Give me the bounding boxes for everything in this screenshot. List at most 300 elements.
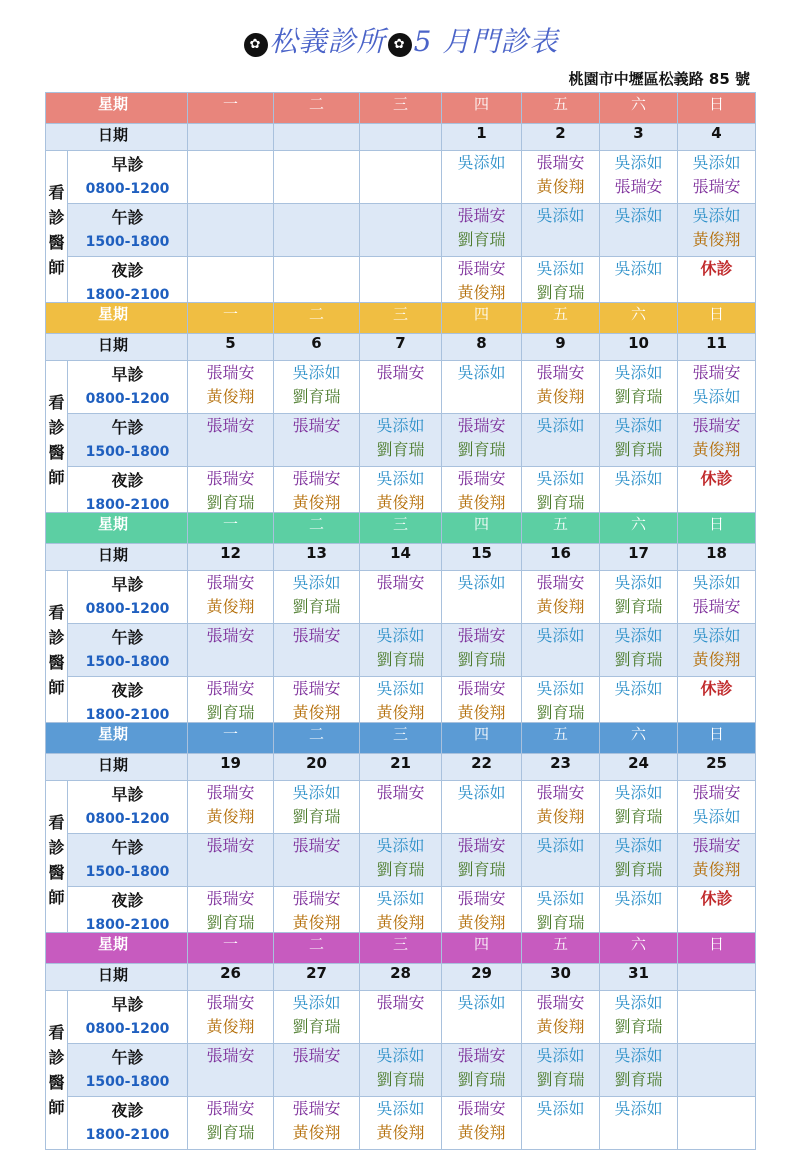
- doctor-cell: [522, 361, 600, 414]
- doctor-name: 吳添如: [614, 153, 663, 172]
- doctor-name: 休診: [700, 889, 733, 908]
- doctor-name: 吳添如: [614, 416, 663, 435]
- doctor-name: 劉育瑞: [536, 703, 585, 722]
- doctor-name: 劉育瑞: [614, 807, 663, 826]
- date-cell: 30: [522, 964, 600, 991]
- date-cell: [274, 124, 360, 151]
- doctor-side-label: 看 診 醫 師: [46, 781, 68, 940]
- week-label: 星期: [46, 933, 188, 964]
- weekday-cell: 日: [678, 723, 756, 754]
- doctor-name: 張瑞安: [457, 1099, 506, 1118]
- weekday-cell: 三: [360, 513, 442, 544]
- doctor-cell: [188, 1044, 274, 1097]
- doctor-cell: [442, 781, 522, 834]
- doctor-name: 劉育瑞: [376, 860, 425, 879]
- doctor-name: 張瑞安: [457, 469, 506, 488]
- date-cell: 16: [522, 544, 600, 571]
- doctor-cell: [360, 991, 442, 1044]
- doctor-name: 吳添如: [614, 993, 663, 1012]
- doctor-name: 黃俊翔: [536, 387, 585, 406]
- doctor-name: 吳添如: [614, 836, 663, 855]
- doctor-name: 張瑞安: [457, 259, 506, 278]
- week-table: [45, 932, 756, 1150]
- page-title: [0, 20, 800, 60]
- doctor-name: 吳添如: [536, 626, 585, 645]
- doctor-name: 張瑞安: [692, 783, 741, 802]
- weekday-cell: 三: [360, 723, 442, 754]
- doctor-name: 張瑞安: [292, 836, 341, 855]
- doctor-name: 劉育瑞: [206, 1123, 255, 1142]
- doctor-name: 黃俊翔: [376, 913, 425, 932]
- doctor-name: 劉育瑞: [614, 1017, 663, 1036]
- doctor-cell: [188, 571, 274, 624]
- doctor-cell: [678, 204, 756, 257]
- doctor-name: 張瑞安: [292, 679, 341, 698]
- slot-time: 1800-2100: [85, 917, 170, 933]
- doctor-name: 吳添如: [614, 1046, 663, 1065]
- doctor-cell: [600, 624, 678, 677]
- doctor-cell: [360, 571, 442, 624]
- doctor-name: 張瑞安: [206, 573, 255, 592]
- doctor-name: 吳添如: [692, 206, 741, 225]
- doctor-name: 吳添如: [614, 469, 663, 488]
- slot-name: 早診: [111, 995, 144, 1014]
- weekday-cell: 二: [274, 723, 360, 754]
- date-cell: 17: [600, 544, 678, 571]
- week-block: [45, 932, 755, 1150]
- doctor-side-label: 看 診 醫 師: [46, 361, 68, 520]
- date-cell: 4: [678, 124, 756, 151]
- doctor-cell: [274, 1044, 360, 1097]
- date-cell: 22: [442, 754, 522, 781]
- weekday-header-row: [46, 513, 756, 544]
- weekday-cell: 四: [442, 93, 522, 124]
- doctor-name: 吳添如: [457, 573, 506, 592]
- slot-name-cell: [68, 414, 188, 467]
- doctor-name: 黃俊翔: [536, 807, 585, 826]
- doctor-cell: [274, 624, 360, 677]
- doctor-name: 吳添如: [292, 993, 341, 1012]
- doctor-name: 張瑞安: [206, 889, 255, 908]
- weekday-cell: 五: [522, 723, 600, 754]
- date-cell: 5: [188, 334, 274, 361]
- doctor-name: 張瑞安: [614, 177, 663, 196]
- doctor-name: 吳添如: [614, 783, 663, 802]
- doctor-name: 吳添如: [536, 836, 585, 855]
- slot-row: [46, 204, 756, 257]
- weekday-cell: 一: [188, 93, 274, 124]
- doctor-name: 張瑞安: [536, 363, 585, 382]
- weekday-cell: 六: [600, 513, 678, 544]
- slot-name-cell: [68, 361, 188, 414]
- doctor-name: 張瑞安: [692, 363, 741, 382]
- weekday-cell: 三: [360, 933, 442, 964]
- doctor-name: 吳添如: [376, 1099, 425, 1118]
- date-cell: 29: [442, 964, 522, 991]
- date-cell: 26: [188, 964, 274, 991]
- week-table: [45, 302, 756, 520]
- week-block: [45, 302, 755, 520]
- month-title: 5 月門診表: [413, 25, 559, 58]
- doctor-name: 劉育瑞: [536, 493, 585, 512]
- weekday-cell: 四: [442, 723, 522, 754]
- doctor-name: 吳添如: [692, 807, 741, 826]
- doctor-name: 黃俊翔: [376, 1123, 425, 1142]
- date-row: [46, 334, 756, 361]
- week-table: [45, 722, 756, 940]
- doctor-cell: [274, 571, 360, 624]
- doctor-cell: [600, 781, 678, 834]
- doctor-cell: [360, 414, 442, 467]
- doctor-cell: [274, 834, 360, 887]
- doctor-cell: [442, 1044, 522, 1097]
- weekday-cell: 四: [442, 513, 522, 544]
- weekday-cell: 六: [600, 723, 678, 754]
- doctor-name: 吳添如: [614, 363, 663, 382]
- date-cell: 21: [360, 754, 442, 781]
- doctor-name: 張瑞安: [292, 889, 341, 908]
- weekday-cell: 二: [274, 933, 360, 964]
- doctor-name: 張瑞安: [457, 626, 506, 645]
- doctor-name: 劉育瑞: [614, 597, 663, 616]
- doctor-name: 吳添如: [376, 469, 425, 488]
- doctor-name: 劉育瑞: [292, 807, 341, 826]
- weekday-header-row: [46, 933, 756, 964]
- doctor-name: 吳添如: [376, 679, 425, 698]
- doctor-name: 黃俊翔: [692, 860, 741, 879]
- slot-name: 夜診: [111, 681, 144, 700]
- weekday-cell: 日: [678, 513, 756, 544]
- doctor-name: 劉育瑞: [614, 650, 663, 669]
- date-cell: 15: [442, 544, 522, 571]
- doctor-name: 劉育瑞: [614, 440, 663, 459]
- doctor-cell: [360, 624, 442, 677]
- weekday-header-row: [46, 93, 756, 124]
- doctor-cell: [442, 414, 522, 467]
- doctor-cell: [360, 1044, 442, 1097]
- slot-name: 夜診: [111, 261, 144, 280]
- doctor-side-label: 看 診 醫 師: [46, 991, 68, 1150]
- doctor-name: 黃俊翔: [457, 703, 506, 722]
- weekday-cell: 日: [678, 303, 756, 334]
- doctor-name: 黃俊翔: [457, 913, 506, 932]
- doctor-name: 黃俊翔: [536, 1017, 585, 1036]
- doctor-name: 劉育瑞: [536, 913, 585, 932]
- doctor-name: 張瑞安: [457, 889, 506, 908]
- doctor-cell: [600, 361, 678, 414]
- weekday-cell: 六: [600, 303, 678, 334]
- weekday-cell: 三: [360, 303, 442, 334]
- date-row: [46, 124, 756, 151]
- doctor-name: 劉育瑞: [206, 913, 255, 932]
- doctor-name: 黃俊翔: [292, 493, 341, 512]
- doctor-name: 吳添如: [457, 783, 506, 802]
- doctor-cell: [600, 414, 678, 467]
- weekday-cell: 四: [442, 933, 522, 964]
- doctor-name: 劉育瑞: [376, 650, 425, 669]
- doctor-cell: [678, 571, 756, 624]
- doctor-side-label: 看 診 醫 師: [46, 571, 68, 730]
- doctor-cell: [360, 1097, 442, 1150]
- doctor-name: 張瑞安: [206, 363, 255, 382]
- slot-time: 0800-1200: [85, 1021, 170, 1037]
- doctor-name: 黃俊翔: [206, 597, 255, 616]
- doctor-name: 吳添如: [614, 626, 663, 645]
- doctor-name: 吳添如: [536, 1099, 585, 1118]
- doctor-name: 劉育瑞: [376, 440, 425, 459]
- doctor-name: 劉育瑞: [292, 597, 341, 616]
- doctor-cell: [678, 991, 756, 1044]
- slot-row: [46, 414, 756, 467]
- slot-row: [46, 361, 756, 414]
- weekday-cell: 五: [522, 93, 600, 124]
- doctor-cell: [274, 414, 360, 467]
- date-cell: 27: [274, 964, 360, 991]
- doctor-name: 張瑞安: [292, 1046, 341, 1065]
- slot-time: 1500-1800: [85, 864, 170, 880]
- doctor-name: 張瑞安: [457, 206, 506, 225]
- slot-row: [46, 1044, 756, 1097]
- doctor-cell: [442, 204, 522, 257]
- doctor-cell: [678, 834, 756, 887]
- doctor-name: 吳添如: [614, 206, 663, 225]
- doctor-name: 黃俊翔: [692, 230, 741, 249]
- date-row: [46, 544, 756, 571]
- clinic-name: 松義診所: [269, 25, 386, 58]
- weekday-cell: 日: [678, 933, 756, 964]
- doctor-name: 吳添如: [536, 889, 585, 908]
- doctor-name: 休診: [700, 259, 733, 278]
- doctor-name: 張瑞安: [292, 469, 341, 488]
- slot-name-cell: [68, 834, 188, 887]
- doctor-name: 張瑞安: [206, 469, 255, 488]
- slot-name-cell: [68, 571, 188, 624]
- date-cell: 10: [600, 334, 678, 361]
- doctor-name: 張瑞安: [376, 993, 425, 1012]
- doctor-cell: [188, 151, 274, 204]
- slot-name: 午診: [111, 418, 144, 437]
- doctor-cell: [522, 991, 600, 1044]
- doctor-name: 黃俊翔: [457, 1123, 506, 1142]
- doctor-cell: [188, 361, 274, 414]
- doctor-name: 張瑞安: [692, 416, 741, 435]
- date-cell: 7: [360, 334, 442, 361]
- slot-name-cell: [68, 991, 188, 1044]
- slot-row: [46, 624, 756, 677]
- doctor-name: 黃俊翔: [292, 703, 341, 722]
- doctor-name: 張瑞安: [206, 679, 255, 698]
- doctor-name: 張瑞安: [692, 177, 741, 196]
- doctor-name: 吳添如: [376, 416, 425, 435]
- slot-time: 0800-1200: [85, 181, 170, 197]
- doctor-cell: [600, 1044, 678, 1097]
- date-cell: 31: [600, 964, 678, 991]
- doctor-cell: [442, 1097, 522, 1150]
- doctor-name: 張瑞安: [376, 783, 425, 802]
- slot-name-cell: [68, 781, 188, 834]
- slot-time: 0800-1200: [85, 601, 170, 617]
- slot-time: 1800-2100: [85, 707, 170, 723]
- slot-time: 0800-1200: [85, 811, 170, 827]
- doctor-name: 張瑞安: [376, 573, 425, 592]
- doctor-cell: [188, 781, 274, 834]
- doctor-name: 黃俊翔: [457, 493, 506, 512]
- doctor-name: 吳添如: [292, 783, 341, 802]
- weekday-cell: 五: [522, 513, 600, 544]
- doctor-name: 吳添如: [614, 1099, 663, 1118]
- doctor-name: 吳添如: [376, 626, 425, 645]
- doctor-name: 黃俊翔: [692, 650, 741, 669]
- doctor-name: 吳添如: [457, 993, 506, 1012]
- doctor-name: 黃俊翔: [206, 1017, 255, 1036]
- week-block: [45, 92, 755, 310]
- date-cell: 25: [678, 754, 756, 781]
- weekday-cell: 一: [188, 933, 274, 964]
- date-cell: 28: [360, 964, 442, 991]
- doctor-cell: [442, 624, 522, 677]
- doctor-name: 吳添如: [614, 889, 663, 908]
- slot-name: 夜診: [111, 1101, 144, 1120]
- slot-row: [46, 571, 756, 624]
- doctor-cell: [600, 204, 678, 257]
- date-label: 日期: [46, 544, 188, 571]
- date-label: 日期: [46, 334, 188, 361]
- doctor-cell: [522, 834, 600, 887]
- doctor-name: 吳添如: [536, 206, 585, 225]
- doctor-cell: [600, 151, 678, 204]
- doctor-name: 吳添如: [292, 573, 341, 592]
- doctor-cell: [522, 624, 600, 677]
- slot-name: 午診: [111, 1048, 144, 1067]
- doctor-name: 黃俊翔: [536, 177, 585, 196]
- clinic-address: 桃園市中壢區松義路 85 號: [568, 70, 750, 88]
- doctor-name: 吳添如: [457, 153, 506, 172]
- doctor-side-label: 看 診 醫 師: [46, 151, 68, 310]
- slot-name: 夜診: [111, 471, 144, 490]
- doctor-name: 張瑞安: [206, 626, 255, 645]
- date-cell: [678, 964, 756, 991]
- doctor-cell: [188, 624, 274, 677]
- slot-name: 早診: [111, 155, 144, 174]
- slot-name: 午診: [111, 628, 144, 647]
- doctor-name: 張瑞安: [536, 573, 585, 592]
- doctor-name: 劉育瑞: [536, 1070, 585, 1089]
- weekday-cell: 六: [600, 93, 678, 124]
- doctor-name: 黃俊翔: [206, 807, 255, 826]
- doctor-cell: [600, 571, 678, 624]
- doctor-name: 黃俊翔: [536, 597, 585, 616]
- doctor-cell: [274, 361, 360, 414]
- doctor-name: 張瑞安: [457, 416, 506, 435]
- weekday-cell: 一: [188, 303, 274, 334]
- date-cell: 14: [360, 544, 442, 571]
- slot-name: 午診: [111, 208, 144, 227]
- date-cell: 9: [522, 334, 600, 361]
- date-cell: 3: [600, 124, 678, 151]
- doctor-name: 張瑞安: [692, 836, 741, 855]
- doctor-name: 劉育瑞: [614, 860, 663, 879]
- date-cell: 1: [442, 124, 522, 151]
- slot-name: 早診: [111, 785, 144, 804]
- doctor-name: 張瑞安: [692, 597, 741, 616]
- doctor-name: 休診: [700, 469, 733, 488]
- slot-row: [46, 151, 756, 204]
- weekday-cell: 三: [360, 93, 442, 124]
- date-cell: 24: [600, 754, 678, 781]
- slot-name: 早診: [111, 575, 144, 594]
- weekday-cell: 二: [274, 93, 360, 124]
- date-cell: 13: [274, 544, 360, 571]
- doctor-name: 張瑞安: [206, 836, 255, 855]
- doctor-name: 張瑞安: [376, 363, 425, 382]
- weekday-cell: 一: [188, 723, 274, 754]
- doctor-cell: [678, 414, 756, 467]
- doctor-cell: [442, 361, 522, 414]
- doctor-cell: [678, 361, 756, 414]
- doctor-cell: [188, 1097, 274, 1150]
- doctor-name: 劉育瑞: [536, 283, 585, 302]
- doctor-name: 黃俊翔: [376, 493, 425, 512]
- doctor-cell: [274, 151, 360, 204]
- doctor-cell: [274, 1097, 360, 1150]
- weekday-cell: 五: [522, 303, 600, 334]
- doctor-name: 張瑞安: [536, 153, 585, 172]
- doctor-name: 吳添如: [536, 259, 585, 278]
- slot-time: 1500-1800: [85, 654, 170, 670]
- slot-time: 1500-1800: [85, 1074, 170, 1090]
- doctor-cell: [678, 624, 756, 677]
- slot-time: 0800-1200: [85, 391, 170, 407]
- doctor-name: 劉育瑞: [614, 387, 663, 406]
- doctor-cell: [442, 151, 522, 204]
- weekday-header-row: [46, 723, 756, 754]
- doctor-name: 吳添如: [376, 889, 425, 908]
- date-cell: 23: [522, 754, 600, 781]
- doctor-cell: [442, 834, 522, 887]
- slot-time: 1500-1800: [85, 444, 170, 460]
- doctor-name: 黃俊翔: [376, 703, 425, 722]
- date-row: [46, 754, 756, 781]
- slot-time: 1800-2100: [85, 1127, 170, 1143]
- doctor-name: 劉育瑞: [206, 703, 255, 722]
- seal-icon: ✿: [244, 33, 268, 57]
- doctor-name: 吳添如: [614, 679, 663, 698]
- doctor-cell: [678, 781, 756, 834]
- doctor-name: 劉育瑞: [614, 1070, 663, 1089]
- slot-name-cell: [68, 151, 188, 204]
- slot-name-cell: [68, 204, 188, 257]
- doctor-cell: [522, 1097, 600, 1150]
- doctor-cell: [442, 571, 522, 624]
- doctor-name: 張瑞安: [536, 993, 585, 1012]
- doctor-name: 吳添如: [376, 836, 425, 855]
- week-block: [45, 722, 755, 940]
- doctor-name: 劉育瑞: [457, 440, 506, 459]
- doctor-name: 吳添如: [692, 153, 741, 172]
- doctor-name: 劉育瑞: [292, 387, 341, 406]
- date-label: 日期: [46, 754, 188, 781]
- slot-name: 午診: [111, 838, 144, 857]
- doctor-name: 黃俊翔: [206, 387, 255, 406]
- doctor-name: 張瑞安: [206, 416, 255, 435]
- doctor-cell: [274, 781, 360, 834]
- week-block: [45, 512, 755, 730]
- doctor-cell: [600, 991, 678, 1044]
- doctor-cell: [188, 414, 274, 467]
- doctor-name: 張瑞安: [292, 1099, 341, 1118]
- doctor-cell: [522, 414, 600, 467]
- doctor-cell: [360, 204, 442, 257]
